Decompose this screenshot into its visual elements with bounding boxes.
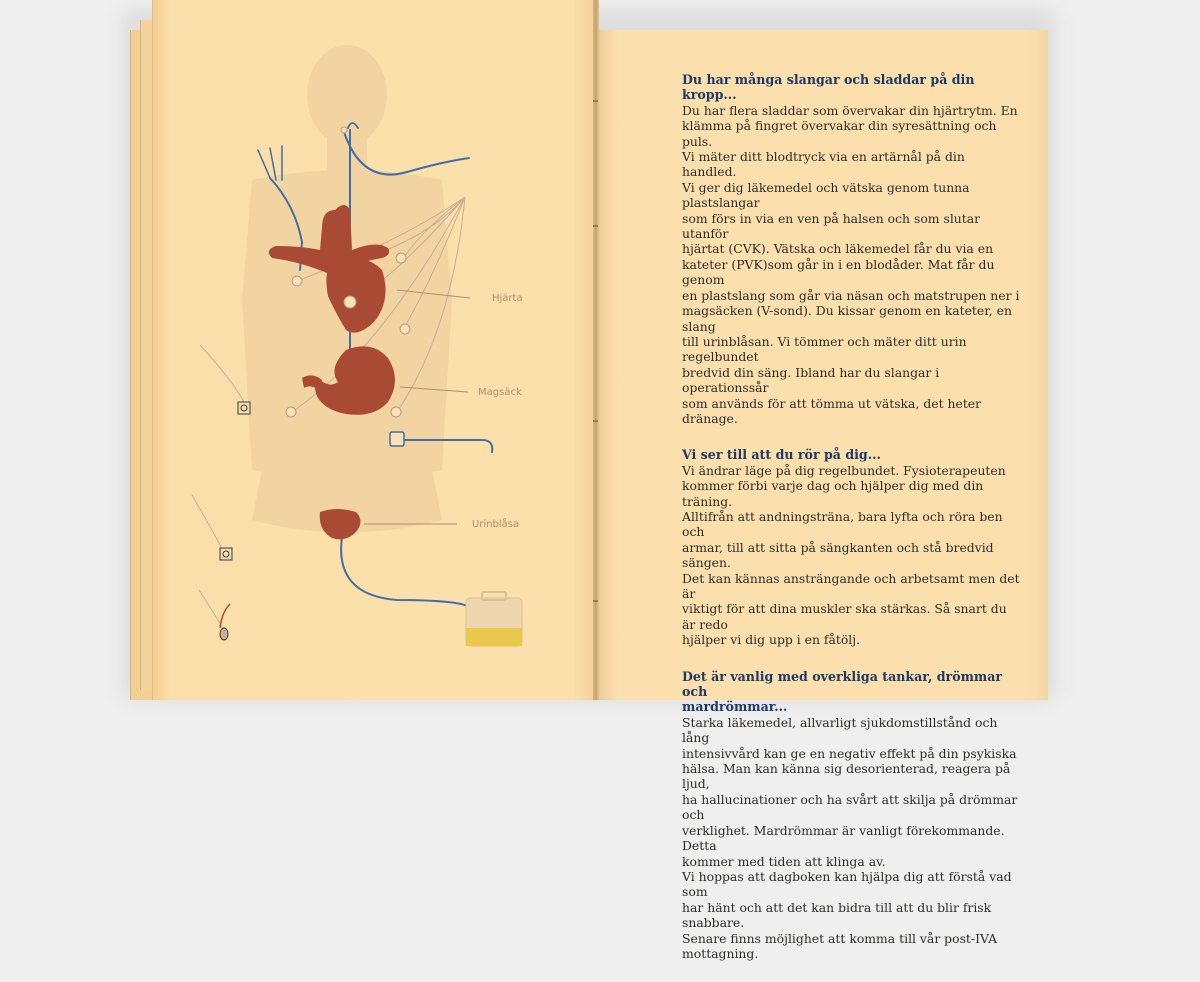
- text-line: kateter (PVK)som går in i en blodåder. Mat får du genom: [682, 256, 995, 288]
- label-bladder: Urinblåsa: [472, 519, 520, 530]
- text-line: hjälper vi dig upp i en fåtölj.: [682, 632, 861, 648]
- text-line: till urinblåsan. Vi tömmer och mäter ditt urin regelbundet: [682, 333, 967, 365]
- section-body: [682, 103, 1022, 427]
- label-stomach: Magsäck: [478, 387, 522, 398]
- text-line: kommer förbi varje dag och hjälper dig med din träning.: [682, 478, 984, 509]
- label-heart: Hjärta: [492, 293, 523, 304]
- text-line: viktigt för att dina muskler ska stärkas. Så snart du är redo: [682, 601, 1007, 632]
- text-line: kommer med tiden att klinga av.: [682, 853, 886, 869]
- text-line: Starka läkemedel, allvarligt sjukdomstillstånd och lång: [682, 714, 998, 746]
- text-line: klämma på fingret övervakar din syresättning och puls.: [682, 118, 997, 149]
- article-text: [682, 72, 1022, 982]
- text-line: Vi ger dig läkemedel och vätska genom tunna plastslangar: [682, 179, 970, 211]
- heading-line: Det är vanlig med overkliga tankar, drömmar och: [682, 668, 1003, 700]
- text-line: magsäcken (V-sond). Du kissar genom en kateter, en slang: [682, 303, 1012, 334]
- text-line: Det kan kännas ansträngande och arbetsamt men det är: [682, 570, 1020, 601]
- text-line: Alltifrån att andningsträna, bara lyfta och röra ben och: [682, 508, 1003, 540]
- text-line: intensivvård kan ge en negativ effekt på din psykiska: [682, 745, 1017, 761]
- urinary-catheter: [341, 537, 470, 607]
- anatomy-illustration: [152, 0, 596, 700]
- section-body: [682, 463, 1022, 648]
- section-movement: [682, 447, 1022, 647]
- section-heading: Vi ser till att du rör på dig...: [682, 447, 881, 463]
- text-line: som används för att tömma ut vätska, det heter dränage.: [682, 395, 982, 426]
- section-heading: [682, 669, 1022, 715]
- text-line: har hänt och att det kan bidra till att du blir frisk snabbare.: [682, 899, 992, 931]
- text-line: ha hallucinationer och ha svårt att skilja på drömmar och: [682, 791, 1018, 823]
- section-dreams: [682, 669, 1022, 962]
- text-line: Vi mäter ditt blodtryck via en artärnål på din handled.: [682, 149, 965, 180]
- text-line: Senare finns möjlighet att komma till vår post-IVA: [682, 930, 998, 946]
- text-line: verklighet. Mardrömmar är vanligt förekommande. Detta: [682, 822, 1005, 854]
- text-line: armar, till att sitta på sängkanten och stå bredvid sängen.: [682, 539, 994, 571]
- section-tubes: [682, 72, 1022, 426]
- section-body: [682, 715, 1022, 962]
- section-heading: Du har många slangar och sladdar på din kropp...: [682, 72, 975, 103]
- text-line: Du har flera sladdar som övervakar din hjärtrytm. En: [682, 102, 1018, 118]
- text-line: som förs in via en ven på halsen och som slutar utanför: [682, 210, 981, 242]
- heading-line: mardrömmar...: [682, 699, 788, 715]
- text-line: mottagning.: [682, 945, 759, 961]
- text-line: Vi ändrar läge på dig regelbundet. Fysioterapeuten: [682, 462, 1006, 478]
- text-line: en plastslang som går via näsan och matstrupen ner i: [682, 287, 1020, 303]
- text-line: hälsa. Man kan känna sig desorienterad, reagera på ljud,: [682, 761, 1011, 792]
- text-line: hjärtat (CVK). Vätska och läkemedel får du via en: [682, 241, 994, 257]
- bladder: [320, 509, 361, 539]
- text-line: bredvid din säng. Ibland har du slangar i operationssår: [682, 364, 940, 396]
- text-line: Vi hoppas att dagboken kan hjälpa dig att förstå vad som: [682, 868, 1012, 900]
